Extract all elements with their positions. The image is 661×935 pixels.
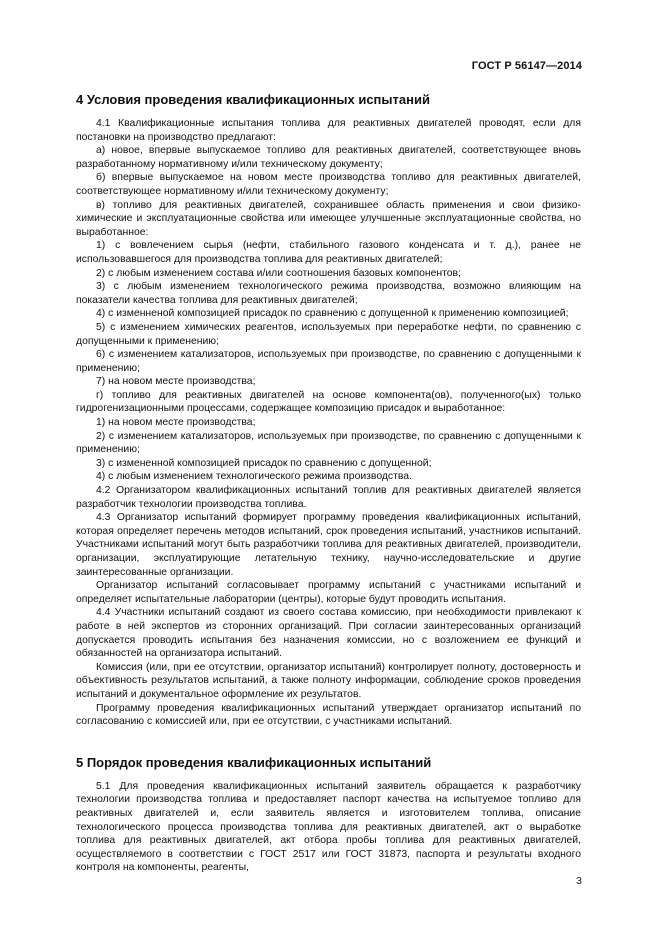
paragraph: 4.4 Участники испытаний создают из своего состава комиссию, при необходимости привлекают к работе в ней экспертов из сторонних организаций. При согласии заинтересованных организаций допускается проводить испытания без назначения комиссии, но с возложением ее функций и обязанностей на организатора испытаний. bbox=[76, 607, 581, 660]
paragraph: 3) с любым изменением технологического режима производства, возможно влияющим на показатели качества топлива для реактивных двигателей; bbox=[76, 281, 581, 306]
paragraph: 1) с вовлечением сырья (нефти, стабильного газового конденсата и т. д.), ранее не использовавшегося для производства топлива для реактивных двигателей; bbox=[76, 240, 581, 265]
paragraph: б) впервые выпускаемое на новом месте производства топливо для реактивных двигателей, соответствующее нормативному и/или техническому документу; bbox=[76, 172, 581, 197]
paragraph: 2) с любым изменением состава и/или соотношения базовых компонентов; bbox=[96, 267, 461, 279]
document-code: ГОСТ Р 56147—2014 bbox=[471, 60, 582, 72]
paragraph: 4.1 Квалификационные испытания топлива для реактивных двигателей проводят, если для постановки на производство предлагают: bbox=[76, 118, 581, 143]
paragraph: 2) с изменением катализаторов, используемых при производстве, по сравнению с допущенными к применению; bbox=[76, 430, 581, 456]
paragraph: 6) с изменением катализаторов, используемых при производстве, по сравнению с допущенными к применению; bbox=[76, 349, 581, 374]
paragraph: 3) с измененной композицией присадок по сравнению с допущенной; bbox=[96, 457, 432, 469]
paragraph: г) топливо для реактивных двигателей на основе компонента(ов), полученного(ых) только гидрогенизационными процессами, содержащее композицию присадок и выработанное: bbox=[76, 389, 581, 415]
section-4-body bbox=[76, 117, 581, 729]
page-content bbox=[76, 92, 581, 875]
paragraph: 5.1 Для проведения квалификационных испытаний заявитель обращается к разработчику технологии производства топлива и предоставляет паспорт качества на испытуемое топливо для реактивных двигателей и, если заявитель является и изготовителем топлива, описание технологического процесса производства топлива для реактивных двигателей, акт о выработке топлива для реактивных двигателей, акт отбора пробы топлива для реактивных двигателей, осуществляемого в соответствии с ГОСТ 2517 или ГОСТ 31873, паспорта и результаты входного контроля на компоненты, реагенты, bbox=[76, 780, 581, 874]
paragraph: 1) на новом месте производства; bbox=[96, 417, 256, 429]
paragraph: 7) на новом месте производства; bbox=[96, 376, 256, 388]
paragraph: Программу проведения квалификационных испытаний утверждает организатор испытаний по согласованию с комиссией или, при ее отсутствии, с участниками испытаний. bbox=[76, 702, 581, 728]
paragraph: Организатор испытаний согласовывает программу испытаний с участниками испытаний и определяет испытательные лаборатории (центры), которые будут проводить испытания. bbox=[76, 580, 581, 605]
paragraph: 4.3 Организатор испытаний формирует программу проведения квалификационных испытаний, которая определяет перечень методов испытаний, срок проведения испытаний, участников испытаний. Участниками испытаний могут быть разработчики топлива для реактивных двигателей, производители, организации, эксплуатирующие летательную технику, научно-исследовательские и другие заинтересованные организации. bbox=[76, 512, 581, 578]
section-5-title: 5 Порядок проведения квалификационных испытаний bbox=[76, 754, 432, 770]
section-4-title: 4 Условия проведения квалификационных испытаний bbox=[76, 92, 430, 107]
paragraph: 5) с изменением химических реагентов, используемых при переработке нефти, по сравнению с допущенными к применению; bbox=[76, 321, 581, 347]
paragraph: 4) с изменненой композицией присадок по сравнению с допущенной к применению композицией; bbox=[96, 308, 569, 320]
section-5-body bbox=[76, 780, 581, 875]
paragraph: Комиссия (или, при ее отсутствии, организатор испытаний) контролирует полноту, достоверность и объективность результатов испытаний, а также полноту информации, соблюдение сроков проведения испытаний и документальное оформление их результатов. bbox=[76, 661, 581, 700]
paragraph: а) новое, впервые выпускаемое топливо для реактивных двигателей, соответствующее вновь разработанному нормативному и/или техническому документу; bbox=[76, 145, 581, 170]
page-number: 3 bbox=[576, 875, 582, 887]
paragraph: в) топливо для реактивных двигателей, сохранившее область применения и свои физико-химические и эксплуатационные свойства или имеющее улучшенные эксплуатационные свойства, но выработанное: bbox=[76, 199, 581, 238]
paragraph: 4) с любым изменением технологического режима производства. bbox=[96, 471, 412, 483]
paragraph: 4.2 Организатором квалификационных испытаний топлив для реактивных двигателей является разработчик технологии производства топлива. bbox=[76, 485, 581, 510]
